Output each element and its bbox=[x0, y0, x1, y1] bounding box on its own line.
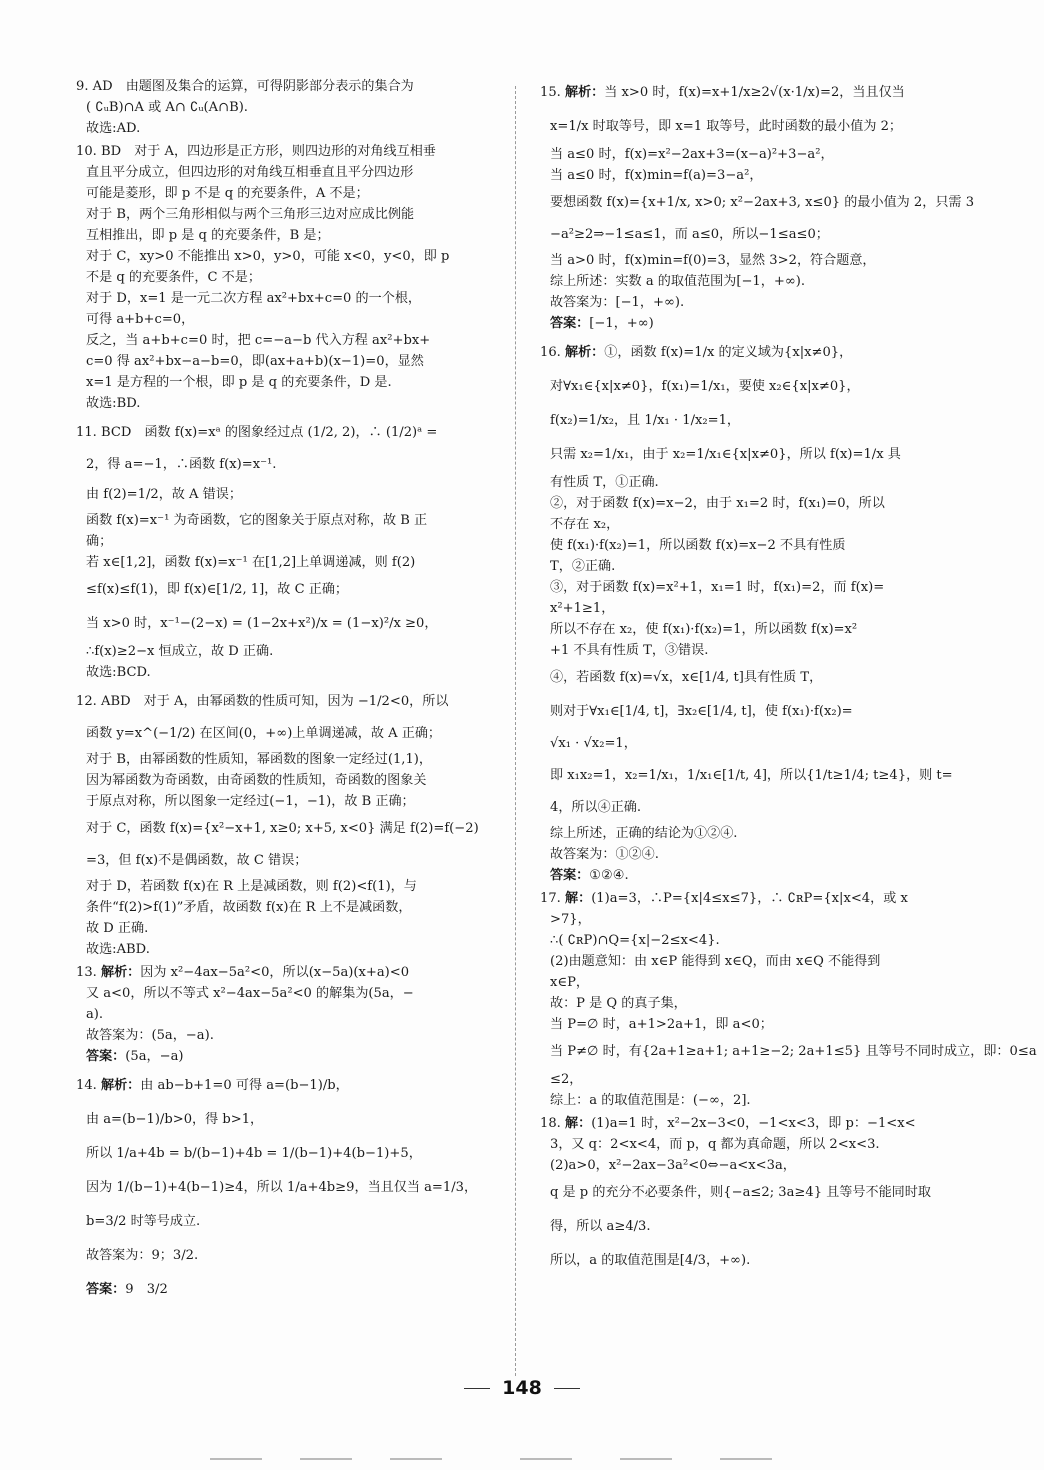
text-line: 综上：a 的取值范围是：(−∞，2]. bbox=[550, 1093, 751, 1108]
text-line: 对于 D，若函数 f(x)在 R 上是减函数，则 f(2)<f(1)，与 bbox=[86, 879, 417, 894]
text-line: 当 P≠∅ 时，有{2a+1≥a+1; a+1≥−2; 2a+1≤5} 且等号不同时成立，即：0≤a bbox=[550, 1044, 1037, 1059]
text-line: +1 不具有性质 T，③错误. bbox=[550, 643, 709, 658]
text-line: 则对于∀x₁∈[1/4, t]，∃x₂∈[1/4, t]，使 f(x₁)·f(x₂)= bbox=[550, 704, 853, 719]
text-line: x=1/x 时取等号，即 x=1 取等号，此时函数的最小值为 2； bbox=[550, 119, 903, 134]
text-line: 17. 解：(1)a=3，∴P={x|4≤x≤7}，∴ ∁ʀP={x|x<4，或 x bbox=[540, 891, 908, 906]
left-question-item bbox=[76, 141, 500, 414]
text-line: ③，对于函数 f(x)=x²+1，x₁=1 时，f(x₁)=2，而 f(x)= bbox=[550, 580, 885, 595]
left-question-item bbox=[76, 76, 500, 139]
page-footer bbox=[0, 1377, 1044, 1399]
text-line: T，②正确. bbox=[550, 559, 616, 574]
crop-mark bbox=[720, 1458, 772, 1466]
text-line: −a²≥2⇒−1≤a≤1，而 a≤0，所以−1≤a≤0； bbox=[550, 227, 829, 242]
text-line: 故答案为：[−1，+∞). bbox=[550, 295, 685, 310]
text-line: ≤f(x)≤f(1)，即 f(x)∈[1/2, 1]，故 C 正确； bbox=[86, 582, 349, 597]
text-line: 故答案为：(5a，−a). bbox=[86, 1028, 214, 1043]
crop-mark bbox=[520, 1458, 572, 1466]
answer-keyword: 答案： bbox=[86, 1049, 126, 1064]
text-line: (2)由题意知：由 x∈P 能得到 x∈Q，而由 x∈Q 不能得到 bbox=[550, 954, 881, 969]
answer-keyword: 解： bbox=[565, 891, 592, 906]
text-line: ∴f(x)≥2−x 恒成立，故 D 正确. bbox=[86, 644, 274, 659]
text-line: (2)a>0，x²−2ax−3a²<0⇔−a<x<3a， bbox=[550, 1158, 796, 1173]
answer-keyword: 解析： bbox=[101, 1078, 141, 1093]
text-line: 函数 y=x^(−1/2) 在区间(0，+∞)上单调递减，故 A 正确； bbox=[86, 726, 442, 741]
text-line: =3，但 f(x)不是偶函数，故 C 错误； bbox=[86, 853, 308, 868]
answer-keyword: 解析： bbox=[565, 345, 605, 360]
right-question-item bbox=[540, 336, 960, 886]
text-line: 由 f(2)=1/2，故 A 错误； bbox=[86, 487, 242, 502]
text-line: 对于 C，函数 f(x)={x²−x+1, x≥0; x+5, x<0} 满足 f(2)=f(−2) bbox=[86, 821, 479, 836]
text-line: 当 a≤0 时，f(x)=x²−2ax+3=(x−a)²+3−a²， bbox=[550, 147, 834, 162]
left-question-item bbox=[76, 685, 500, 960]
right-column bbox=[540, 76, 1037, 1280]
answer-keyword: 解析： bbox=[101, 965, 141, 980]
column-divider bbox=[515, 86, 516, 1376]
text-line: 使 f(x₁)·f(x₂)=1，所以函数 f(x)=x−2 不具有性质 bbox=[550, 538, 846, 553]
text-line: 有性质 T，①正确. bbox=[550, 475, 659, 490]
answer-keyword: 解： bbox=[565, 1116, 592, 1131]
text-line: a). bbox=[86, 1007, 104, 1022]
crop-mark bbox=[210, 1458, 262, 1466]
text-line: 14. 解析：由 ab−b+1=0 可得 a=(b−1)/b， bbox=[76, 1078, 349, 1093]
footer-dash-left bbox=[464, 1388, 490, 1389]
answer-keyword: 答案： bbox=[550, 868, 590, 883]
text-line: 只需 x₂=1/x₁，由于 x₂=1/x₁∈{x|x≠0}，所以 f(x)=1/x 具 bbox=[550, 447, 901, 462]
text-line: 直且平分成立，但四边形的对角线互相垂直且平分四边形 bbox=[86, 165, 414, 180]
text-line: ④，若函数 f(x)=√x，x∈[1/4, t]具有性质 T， bbox=[550, 670, 823, 685]
text-line: x²+1≥1， bbox=[550, 601, 615, 616]
text-line: 于原点对称，所以图象一定经过(−1，−1)，故 B 正确； bbox=[86, 794, 415, 809]
text-line: 可得 a+b+c=0， bbox=[86, 312, 195, 327]
text-line: 不存在 x₂， bbox=[550, 517, 620, 532]
text-line: 答案：(5a，−a) bbox=[86, 1049, 184, 1064]
text-line: x=1 是方程的一个根，即 p 是 q 的充要条件，D 是. bbox=[86, 375, 392, 390]
text-line: 函数 f(x)=x⁻¹ 为奇函数，它的图象关于原点对称，故 B 正 bbox=[86, 513, 428, 528]
crop-mark bbox=[300, 1458, 352, 1466]
text-line: 又 a<0，所以不等式 x²−4ax−5a²<0 的解集为(5a，− bbox=[86, 986, 414, 1001]
text-line: 故选:ABD. bbox=[86, 942, 150, 957]
answer-keyword: 解析： bbox=[565, 85, 605, 100]
right-question-item bbox=[540, 76, 975, 334]
text-line: 反之，当 a+b+c=0 时，把 c=−a−b 代入方程 ax²+bx+ bbox=[86, 333, 431, 348]
text-line: ②，对于函数 f(x)=x−2，由于 x₁=2 时，f(x₁)=0，所以 bbox=[550, 496, 885, 511]
text-line: 故 D 正确. bbox=[86, 921, 149, 936]
text-line: 条件“f(2)>f(1)”矛盾，故函数 f(x)在 R 上不是减函数， bbox=[86, 900, 412, 915]
text-line: 若 x∈[1,2]，函数 f(x)=x⁻¹ 在[1,2]上单调递减，则 f(2) bbox=[86, 555, 416, 570]
text-line: 当 P=∅ 时，a+1>2a+1，即 a<0； bbox=[550, 1017, 773, 1032]
text-line: 由 a=(b−1)/b>0，得 b>1， bbox=[86, 1112, 264, 1127]
text-line: 因为 1/(b−1)+4(b−1)≥4，所以 1/a+4b≥9，当且仅当 a=1/3， bbox=[86, 1180, 478, 1195]
text-line: 9. AD 由题图及集合的运算，可得阴影部分表示的集合为 bbox=[76, 79, 414, 94]
text-line: 2，得 a=−1，∴函数 f(x)=x⁻¹. bbox=[86, 457, 277, 472]
text-line: 互相推出，即 p 是 q 的充要条件，B 是； bbox=[86, 228, 330, 243]
text-line: 即 x₁x₂=1，x₂=1/x₁，1/x₁∈[1/t, 4]，所以{1/t≥1/4; t≥4}，则 t= bbox=[550, 768, 953, 783]
text-line: ≤2， bbox=[550, 1072, 583, 1087]
text-line: ∴( ∁ʀP)∩Q={x|−2≤x<4}. bbox=[550, 933, 720, 948]
text-line: 故选:BCD. bbox=[86, 665, 151, 680]
bottom-crop-marks bbox=[0, 1458, 1044, 1470]
left-question-item bbox=[76, 962, 500, 1067]
text-line: 16. 解析：①，函数 f(x)=1/x 的定义域为{x|x≠0}， bbox=[540, 345, 853, 360]
text-line: 对于 C，xy>0 不能推出 x>0，y>0，可能 x<0，y<0，即 p bbox=[86, 249, 450, 264]
text-line: 对于 D，x=1 是一元二次方程 ax²+bx+c=0 的一个根， bbox=[86, 291, 422, 306]
text-line: 当 a>0 时，f(x)min=f(0)=3，显然 3>2，符合题意， bbox=[550, 253, 876, 268]
text-line: f(x₂)=1/x₂，且 1/x₁ · 1/x₂=1， bbox=[550, 413, 741, 428]
text-line: b=3/2 时等号成立. bbox=[86, 1214, 201, 1229]
answer-keyword: 答案： bbox=[550, 316, 590, 331]
text-line: ( ∁ᵤB)∩A 或 A∩ ∁ᵤ(A∩B). bbox=[86, 100, 248, 115]
text-line: 答案：①②④. bbox=[550, 868, 629, 883]
text-line: 综上所述：实数 a 的取值范围为[−1，+∞). bbox=[550, 274, 806, 289]
text-line: 3，又 q：2<x<4，而 p，q 都为真命题，所以 2<x<3. bbox=[550, 1137, 880, 1152]
text-line: 所以 1/a+4b = b/(b−1)+4b = 1/(b−1)+4(b−1)+5， bbox=[86, 1146, 422, 1161]
text-line: q 是 p 的充分不必要条件，则{−a≤2; 3a≥4} 且等号不能同时取 bbox=[550, 1185, 931, 1200]
text-line: 答案：9 3/2 bbox=[86, 1282, 168, 1297]
text-line: 故答案为：9；3/2. bbox=[86, 1248, 199, 1263]
text-line: 故：P 是 Q 的真子集， bbox=[550, 996, 687, 1011]
right-question-item bbox=[540, 1113, 960, 1278]
text-line: 确； bbox=[86, 534, 113, 549]
text-line: 对∀x₁∈{x|x≠0}，f(x₁)=1/x₁，要使 x₂∈{x|x≠0}， bbox=[550, 379, 860, 394]
text-line: 可能是菱形，即 p 不是 q 的充要条件，A 不是； bbox=[86, 186, 369, 201]
text-line: 不是 q 的充要条件，C 不是； bbox=[86, 270, 261, 285]
text-line: 所以，a 的取值范围是[4/3，+∞). bbox=[550, 1253, 751, 1268]
text-line: x∈P， bbox=[550, 975, 589, 990]
text-line: 答案：[−1，+∞) bbox=[550, 316, 654, 331]
text-line: 对于 B，两个三角形相似与两个三角形三边对应成比例能 bbox=[86, 207, 415, 222]
text-line: √x₁ · √x₂=1， bbox=[550, 736, 637, 751]
left-column bbox=[76, 76, 500, 1309]
right-question-item bbox=[540, 888, 1037, 1111]
text-line: 当 a≤0 时，f(x)min=f(a)=3−a²， bbox=[550, 168, 763, 183]
text-line: c=0 得 ax²+bx−a−b=0，即(ax+a+b)(x−1)=0，显然 bbox=[86, 354, 424, 369]
text-line: >7}， bbox=[550, 912, 591, 927]
text-line: 18. 解：(1)a=1 时，x²−2x−3<0，−1<x<3，即 p：−1<x< bbox=[540, 1116, 916, 1131]
text-line: 得，所以 a≥4/3. bbox=[550, 1219, 651, 1234]
text-line: 当 x>0 时，x⁻¹−(2−x) = (1−2x+x²)/x = (1−x)²/x ≥0， bbox=[86, 616, 438, 631]
text-line: 4，所以④正确. bbox=[550, 800, 642, 815]
text-line: 12. ABD 对于 A，由幂函数的性质可知，因为 −1/2<0，所以 bbox=[76, 694, 449, 709]
left-question-item bbox=[76, 416, 500, 683]
page-number: 148 bbox=[502, 1377, 542, 1399]
text-line: 11. BCD 函数 f(x)=xᵃ 的图象经过点 (1/2, 2)，∴ (1/2)ᵃ = bbox=[76, 425, 438, 440]
text-line: 10. BD 对于 A，四边形是正方形，则四边形的对角线互相垂 bbox=[76, 144, 436, 159]
text-line: 要想函数 f(x)={x+1/x, x>0; x²−2ax+3, x≤0} 的最小值为 2，只需 3 bbox=[550, 195, 975, 210]
text-line: 所以不存在 x₂，使 f(x₁)·f(x₂)=1，所以函数 f(x)=x² bbox=[550, 622, 858, 637]
text-line: 对于 B，由幂函数的性质知，幂函数的图象一定经过(1,1)， bbox=[86, 752, 432, 767]
text-line: 故选:BD. bbox=[86, 396, 141, 411]
footer-dash-right bbox=[554, 1388, 580, 1389]
crop-mark bbox=[390, 1458, 442, 1466]
text-line: 15. 解析：当 x>0 时，f(x)=x+1/x≥2√(x·1/x)=2，当且仅当 bbox=[540, 85, 905, 100]
text-line: 综上所述，正确的结论为①②④. bbox=[550, 826, 738, 841]
text-line: 故答案为：①②④. bbox=[550, 847, 659, 862]
text-line: 因为幂函数为奇函数，由奇函数的性质知，奇函数的图象关 bbox=[86, 773, 427, 788]
answer-keyword: 答案： bbox=[86, 1282, 126, 1297]
left-question-item bbox=[76, 1069, 500, 1307]
crop-mark bbox=[620, 1458, 672, 1466]
text-line: 13. 解析：因为 x²−4ax−5a²<0，所以(x−5a)(x+a)<0 bbox=[76, 965, 410, 980]
text-line: 故选:AD. bbox=[86, 121, 141, 136]
